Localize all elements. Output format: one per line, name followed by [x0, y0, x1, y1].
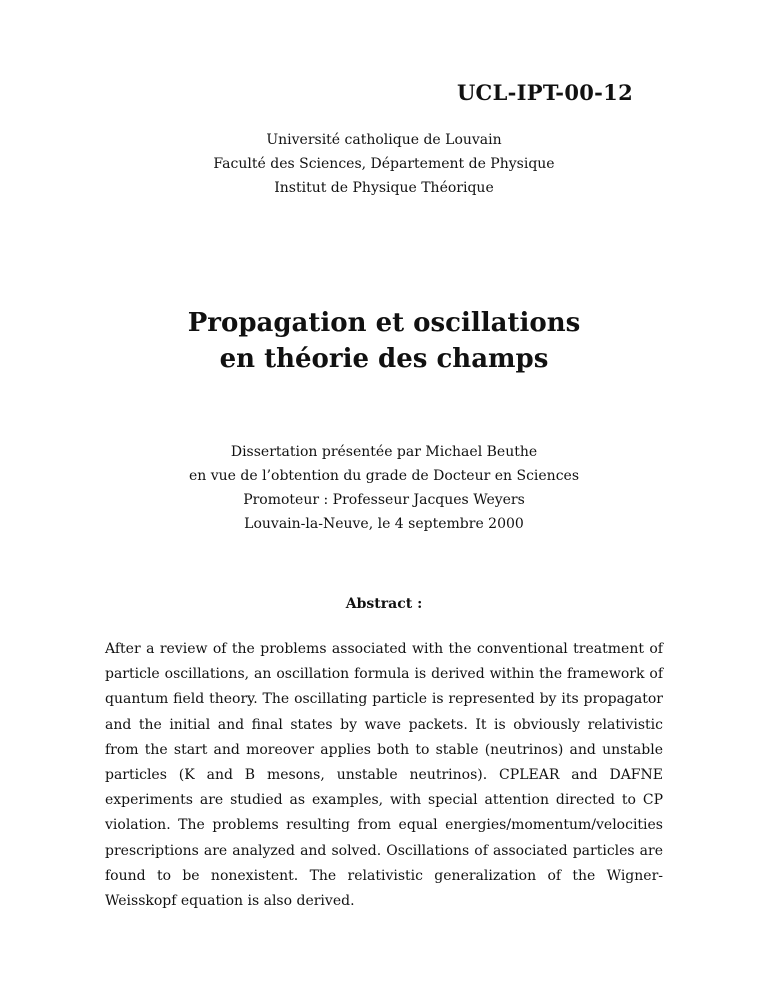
degree-statement: en vue de l’obtention du grade de Docteur en Sciences [188, 468, 580, 484]
promoter: Promoteur : Professeur Jacques Weyers [243, 492, 525, 508]
report-number: UCL-IPT-00-12 [456, 80, 633, 105]
place-date: Louvain-la-Neuve, le 4 septembre 2000 [244, 516, 524, 532]
presented-by: Dissertation présentée par Michael Beuthe [230, 444, 538, 460]
affiliation-block [0, 128, 768, 200]
institute-name: Institut de Physique Théorique [274, 180, 494, 196]
abstract-body: After a review of the problems associated with the conventional treatment of particle oscillations, an oscillation formula is derived within the framework of quantum field theory. The oscillating particle is represented by its propagator and the initial and final states by wave packets. It is obviously relativistic from the start and moreover applies both to stable (neutrinos) and unstable particles (K and B mesons, unstable neutrinos). CPLEAR and DAFNE experiments are studied as examples, with special attention directed to CP violation. The problems resulting from equal energies/momentum/velocities prescriptions are analyzed and solved. Oscillations of associated particles are found to be nonexistent. The relativistic generalization of the Wigner-Weisskopf equation is also derived. [105, 641, 663, 910]
dissertation-info [0, 440, 768, 536]
title-line-2: en théorie des champs [219, 344, 549, 374]
document-title [0, 305, 768, 377]
university-name: Université catholique de Louvain [266, 132, 502, 148]
title-line-1: Propagation et oscillations [187, 308, 581, 338]
faculty-name: Faculté des Sciences, Département de Physique [213, 156, 555, 172]
abstract-heading: Abstract : [345, 596, 423, 612]
